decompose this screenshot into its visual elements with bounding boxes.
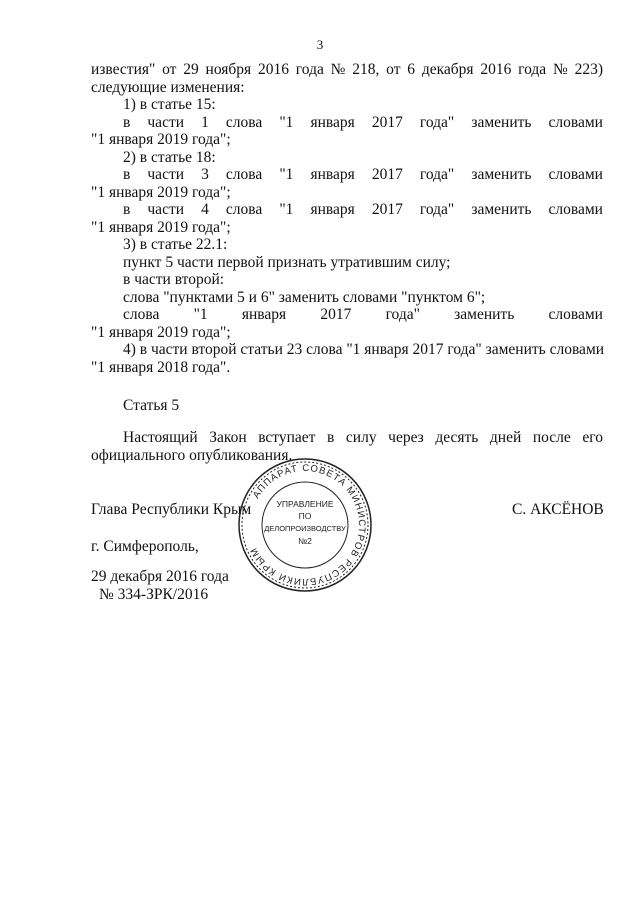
text-line: "1 января 2019 года"; xyxy=(91,323,231,341)
word: дней xyxy=(489,429,522,446)
text-line xyxy=(91,306,603,324)
word: года" xyxy=(419,113,455,131)
word: заменить xyxy=(471,201,532,218)
word: в xyxy=(123,113,131,131)
word: "1 xyxy=(279,113,294,131)
seal-text-line-4: №2 xyxy=(298,536,312,546)
seal-ring-text: АППАРАТ СОВЕТА МИНИСТРОВ РЕСПУБЛИКИ КРЫМ xyxy=(248,462,368,588)
text-line: "1 января 2018 года". xyxy=(91,358,231,376)
word: словами xyxy=(548,113,603,131)
word: Настоящий xyxy=(123,429,198,446)
text-line: 2) в статье 18: xyxy=(123,148,216,166)
word: 2017 xyxy=(320,306,352,323)
text-line: слова "пунктами 5 и 6" заменить словами "пунктом 6"; xyxy=(123,288,486,306)
word: от xyxy=(162,61,177,78)
text-line xyxy=(91,201,603,219)
word: 2016 xyxy=(480,61,512,78)
signing-city: г. Симферополь, xyxy=(91,538,199,555)
text-line: 3) в статье 22.1: xyxy=(123,236,228,253)
seal-text-line-1: УПРАВЛЕНИЕ xyxy=(276,499,334,509)
word: года" xyxy=(419,201,455,218)
word: 3 xyxy=(201,166,209,183)
word: № xyxy=(552,61,568,78)
seal-text-line-3: ДЕЛОПРОИЗВОДСТВУ xyxy=(264,524,346,533)
word: января xyxy=(310,201,355,218)
word: через xyxy=(388,429,424,446)
word: 1 xyxy=(201,113,209,131)
page-number: 3 xyxy=(316,37,324,52)
word: в xyxy=(327,429,335,446)
word: после xyxy=(532,429,571,446)
word: года xyxy=(518,61,547,78)
word: года xyxy=(295,61,324,78)
text-line: пункт 5 части первой признать утратившим силу; xyxy=(123,253,451,271)
word: силу xyxy=(345,429,377,446)
amendment-text xyxy=(91,61,603,376)
word: слова xyxy=(225,201,263,218)
text-line: "1 января 2019 года"; xyxy=(91,183,231,201)
enactment-line-1 xyxy=(91,429,603,447)
word: части xyxy=(147,201,185,218)
word: части xyxy=(147,113,185,131)
text-line: в части второй: xyxy=(123,271,225,288)
word: заменить xyxy=(454,306,515,323)
law-number: № 334-ЗРК/2016 xyxy=(99,586,209,603)
seal-text-line-2: ПО xyxy=(298,511,312,521)
text-line xyxy=(91,114,603,132)
text-line: "1 января 2019 года"; xyxy=(91,218,231,236)
enactment-line-2: официального опубликования. xyxy=(91,446,293,464)
word: года" xyxy=(419,166,455,183)
word: Закон xyxy=(209,429,247,446)
word: 2017 xyxy=(371,113,403,131)
word: января xyxy=(241,306,287,323)
text-line: следующие изменения: xyxy=(91,78,245,96)
word: вступает xyxy=(258,429,316,446)
signatory-title: Глава Республики Крым xyxy=(91,501,252,518)
word: слова xyxy=(225,166,263,183)
article-title: Статья 5 xyxy=(123,397,180,414)
word: от xyxy=(386,61,401,78)
seal-graphic xyxy=(237,457,373,593)
word: заменить xyxy=(471,113,532,131)
text-line: "1 января 2019 года"; xyxy=(91,131,231,148)
word: десять xyxy=(435,429,479,446)
word: части xyxy=(147,166,185,183)
word: 218, xyxy=(352,61,380,78)
word: 4 xyxy=(201,201,209,218)
word: 223) xyxy=(574,61,603,78)
word: ноября xyxy=(205,61,252,78)
word: в xyxy=(123,166,131,183)
word: заменить xyxy=(471,166,532,183)
word: декабря xyxy=(421,61,474,78)
word: января xyxy=(310,113,355,131)
word: в xyxy=(123,201,131,218)
signatory-name: С. АКСЁНОВ xyxy=(512,501,604,518)
word: 2016 xyxy=(258,61,289,78)
word: 6 xyxy=(407,61,416,78)
word: января xyxy=(310,166,355,183)
word: известия" xyxy=(91,61,156,78)
word: "1 xyxy=(193,306,208,323)
signing-date: 29 декабря 2016 года xyxy=(91,568,229,585)
word: словами xyxy=(548,201,603,218)
word: "1 xyxy=(279,166,294,183)
word: № xyxy=(330,61,346,78)
word: 2017 xyxy=(371,166,403,183)
word: 29 xyxy=(183,61,199,78)
word: его xyxy=(582,429,603,446)
text-line: 4) в части второй статьи 23 слова "1 января 2017 года" заменить словами xyxy=(123,341,605,358)
word: года" xyxy=(385,306,420,323)
word: слова xyxy=(123,306,160,323)
word: 2017 xyxy=(371,201,403,218)
word: слова xyxy=(225,113,263,131)
word: словами xyxy=(548,166,603,183)
word: "1 xyxy=(279,201,294,218)
text-line xyxy=(91,61,603,79)
word: словами xyxy=(548,306,603,323)
text-line xyxy=(91,166,603,184)
text-line: 1) в статье 15: xyxy=(123,96,216,113)
official-seal-stamp xyxy=(237,457,373,593)
